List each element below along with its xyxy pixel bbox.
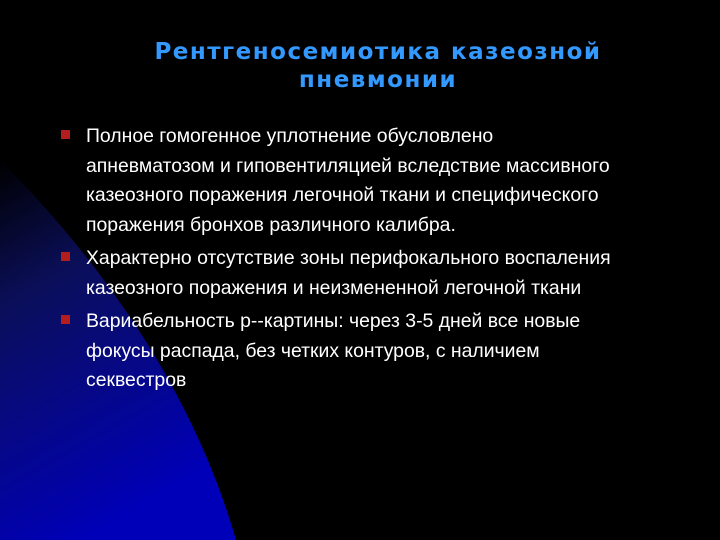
bullet-text-line: апневматозом и гиповентиляцией вследствие массивного [86, 154, 610, 177]
bullet-text-line: казеозного поражения легочной ткани и специфического [86, 184, 599, 206]
bullet-item [61, 244, 720, 303]
bullet-list [61, 122, 720, 400]
slide-title-line-2: пневмонии [298, 67, 458, 93]
bullet-text-line: Характерно отсутствие зоны перифокального воспаления [86, 247, 611, 269]
bullet-text-line: поражения бронхов различного калибра. [86, 213, 456, 236]
square-bullet-icon [61, 315, 70, 324]
square-bullet-icon [61, 252, 70, 261]
bullet-text-line: казеозного поражения и неизмененной легочной ткани [86, 276, 582, 299]
bullet-item [61, 122, 720, 240]
slide-title [0, 38, 720, 94]
slide-title-line-1: Рентгеносемиотика казеозной [154, 39, 602, 65]
bullet-text-line: секвестров [86, 369, 187, 391]
bullet-text-line: Вариабельность р--картины: через 3-5 дней все новые [86, 310, 581, 332]
bullet-item [61, 307, 720, 396]
square-bullet-icon [61, 130, 70, 139]
bullet-text-line: фокусы распада, без четких контуров, с наличием [86, 339, 540, 362]
bullet-text-line: Полное гомогенное уплотнение обусловлено [86, 125, 494, 147]
